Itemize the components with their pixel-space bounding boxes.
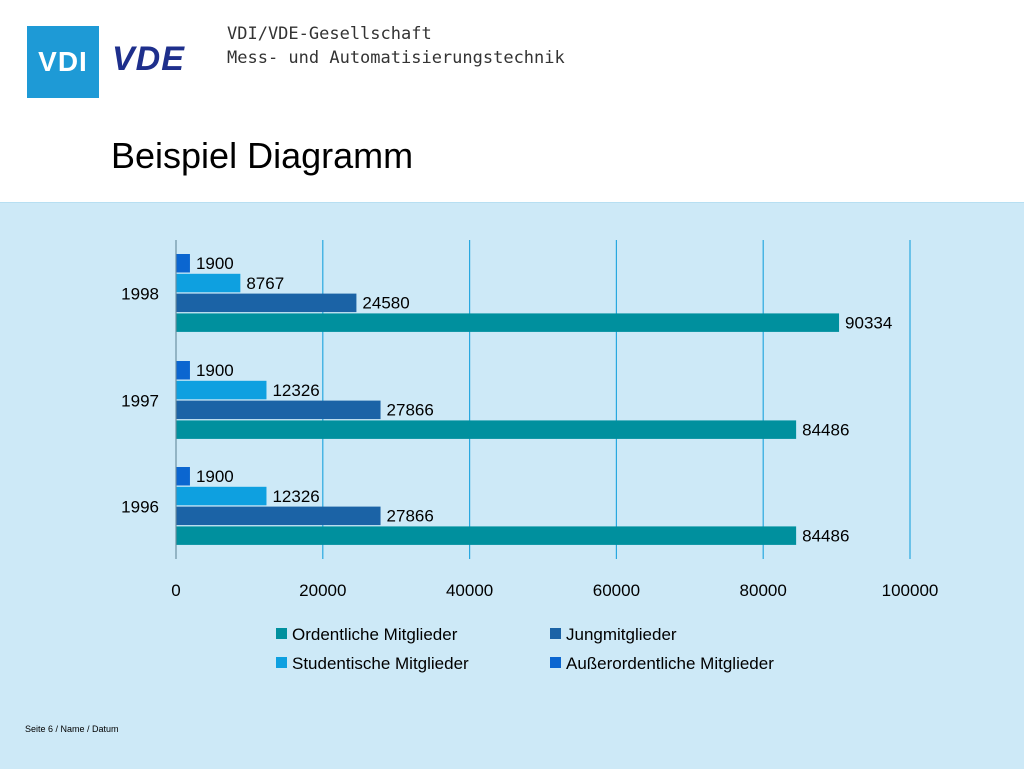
bar bbox=[176, 526, 796, 545]
data-label: 1900 bbox=[195, 467, 234, 486]
legend-label: Jungmitglieder bbox=[566, 625, 677, 644]
page-title: Beispiel Diagramm bbox=[111, 135, 414, 176]
bar bbox=[176, 467, 190, 486]
data-label: 84486 bbox=[802, 526, 850, 546]
data-label: 27866 bbox=[386, 506, 434, 526]
bar bbox=[176, 401, 381, 420]
bar bbox=[176, 487, 266, 506]
legend-label: Ordentliche Mitglieder bbox=[292, 625, 458, 644]
y-tick-label: 1998 bbox=[121, 284, 159, 304]
vde-logo: VDE bbox=[112, 40, 185, 78]
bar bbox=[176, 254, 190, 273]
x-tick-label: 60000 bbox=[592, 581, 641, 600]
data-label: 12326 bbox=[272, 380, 320, 400]
bar bbox=[176, 381, 266, 400]
vdi-logo: VDI bbox=[27, 26, 99, 98]
legend-swatch bbox=[550, 657, 561, 668]
bar bbox=[176, 420, 796, 439]
bar bbox=[176, 507, 381, 525]
legend-swatch bbox=[550, 628, 561, 639]
footer: Seite 6 / Name / Datum bbox=[25, 724, 119, 734]
legend-swatch bbox=[276, 657, 287, 668]
company-line-1: VDI/VDE-Gesellschaft bbox=[227, 24, 432, 44]
data-label: 8767 bbox=[246, 273, 285, 293]
legend-swatch bbox=[276, 628, 287, 639]
y-tick-label: 1996 bbox=[121, 497, 159, 517]
x-tick-label: 40000 bbox=[445, 581, 494, 600]
data-label: 24580 bbox=[362, 293, 410, 313]
legend-label: Außerordentliche Mitglieder bbox=[566, 654, 774, 673]
x-tick-label: 100000 bbox=[881, 581, 939, 600]
bar bbox=[176, 361, 190, 380]
bar bbox=[176, 294, 356, 313]
data-label: 90334 bbox=[845, 313, 893, 333]
data-label: 1900 bbox=[195, 254, 234, 273]
data-label: 27866 bbox=[386, 400, 434, 420]
bar bbox=[176, 274, 240, 293]
y-tick-label: 1997 bbox=[121, 391, 159, 411]
x-tick-label: 20000 bbox=[299, 581, 347, 600]
x-tick-label: 80000 bbox=[739, 581, 787, 600]
company-line-2: Mess- und Automatisierungstechnik bbox=[227, 48, 565, 68]
data-label: 1900 bbox=[195, 361, 234, 380]
legend-label: Studentische Mitglieder bbox=[292, 654, 469, 673]
bar bbox=[176, 313, 839, 332]
data-label: 84486 bbox=[802, 420, 850, 440]
data-label: 12326 bbox=[272, 486, 320, 506]
x-tick-label: 0 bbox=[171, 581, 181, 600]
